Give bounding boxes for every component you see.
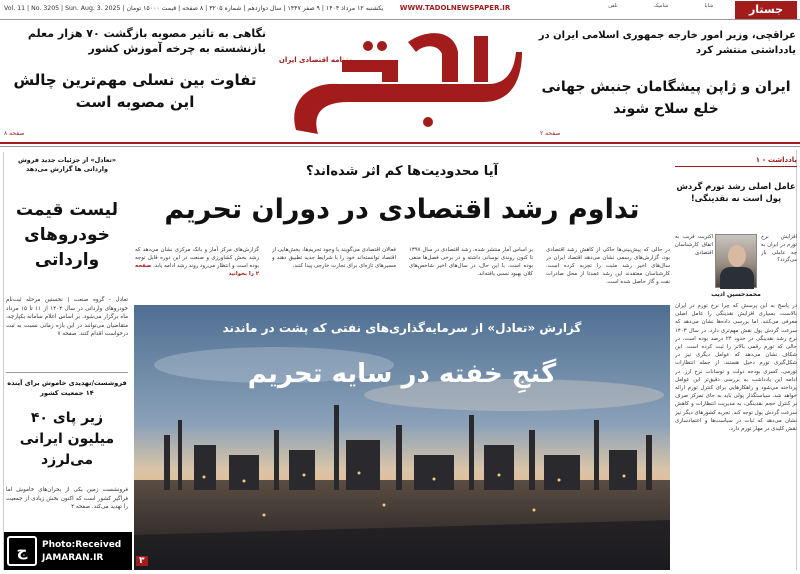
column-tag: یادداشت - ۱ <box>675 156 797 167</box>
author-photo <box>715 234 757 288</box>
story-headline: ایران و ژاپن پیشگامان جنبش جهانی خلع سلاح شوند <box>541 79 791 117</box>
body-text: گزارش‌های مرکز آمار و بانک مرکزی نشان می‌دهد که رشد بخش کشاورزی و صنعت در این دوره قابل توجه بوده است و انتظار می‌رود روند رشد ادامه یابد. <box>135 247 259 269</box>
masthead-logo <box>278 22 526 142</box>
code-label: شامیک <box>653 3 669 9</box>
page-ref: صفحه ۸ <box>4 130 25 137</box>
left-column <box>3 152 130 570</box>
watermark-text: Photo:Received <box>42 540 122 550</box>
story-kicker: «تعادل» از جزئیات جدید فروش وارداتی ها گزارش می‌دهد <box>17 156 116 173</box>
story-title: عراقچی، وزیر امور خارجه جمهوری اسلامی ایران در یادداشتی منتشر کرد <box>538 30 796 56</box>
story-headline: تفاوت بین نسلی مهم‌ترین چالش این مصوبه است <box>13 71 257 111</box>
body-column: در حالی که پیش‌بینی‌ها حاکی از کاهش رشد اقتصادی بود، گزارش‌های رسمی نشان می‌دهد اقتصاد ایران در سال‌های اخیر رشد مثبت را تجربه کرده است. کارشناسان معتقدند این رشد عمدتا از محل صادرات نفت و گاز حاصل شده است. <box>546 247 670 285</box>
divider <box>6 372 128 373</box>
story-headline[interactable]: زیر پای ۴۰ میلیون ایرانی می‌لرزد <box>19 410 115 468</box>
watermark-logo <box>4 532 132 570</box>
top-bar <box>0 0 800 20</box>
author-body <box>720 267 754 289</box>
refinery-image <box>134 305 670 570</box>
code-label: تلفن <box>608 3 618 9</box>
logo-mark <box>278 22 526 142</box>
column-intro: افزایش نرخ تورم در ایران به چه عاملی باز می‌گردد؟ <box>761 234 797 264</box>
left-header-story[interactable] <box>4 22 266 142</box>
story-body: فرونشست زمین یکی از بحران‌های خاموش اما فراگیر کشور است که اکنون بخش زیادی از جمعیت را تهدید می‌کند. صفحه ۴ <box>6 487 128 511</box>
body-column: بر اساس آمار منتشر شده، رشد اقتصادی در سال ۱۳۹۷ تا کنون روندی نوسانی داشته و در برخی فصل‌ها منفی بوده است. با این حال، در سال‌های اخیر شاخص‌های کلان بهبود نسبی یافته‌اند. <box>409 247 533 277</box>
story-body: تعادل - گروه صنعت | نخستین مرحله ثبت‌نام خودروهای وارداتی در سال ۱۴۰۴ از ۱۱ تا ۱۵ مرداد ماه برگزار می‌شود. بر اساس اعلام سامانه یکپارچه، متقاضیان می‌توانند در این بازه زمانی نسبت به ثبت درخواست اقدام کنند. صفحه ۷ <box>6 297 128 338</box>
right-header-story[interactable] <box>536 22 796 142</box>
divider <box>0 146 800 147</box>
author-head <box>728 245 746 267</box>
code-label: شاپا <box>704 3 714 9</box>
code-box <box>592 2 732 18</box>
refinery-photo[interactable] <box>134 305 670 570</box>
story-kicker: فروشست/تهدیدی خاموش برای آینده ۱۴ جمعیت کشور <box>7 379 127 397</box>
column-body: در پاسخ به این پرسش که چرا نرخ تورم در ایران بالاست، بسیاری افزایش نقدینگی را عامل اصلی معرفی می‌کنند. اما بررسی داده‌ها نشان می‌دهد که سرعت گردش پول نقش مهم‌تری دارد. در سال ۱۴۰۳ نرخ رشد نقدینگی در حدود ۲۴ درصد بوده است، در حالی که تورم رقمی بالاتر را ثبت کرده است. این شکاف نشان می‌دهد که عوامل دیگری نیز در شکل‌گیری تورم دخیل هستند. از جمله انتظارات تورمی، کسری بودجه دولت و نوسانات نرخ ارز. در ادامه این یادداشت به بررسی دقیق‌تر این عوامل پرداخته می‌شود و راهکارهایی برای کنترل تورم ارائه خواهد شد. سیاستگذار پولی باید به جای تمرکز صرف بر کنترل حجم نقدینگی، به مدیریت انتظارات و کاهش سرعت گردش پول توجه کند. تجربه کشورهای دیگر نیز نشان می‌دهد که ثبات در سیاست‌ها و اعتمادسازی نقش کلیدی در مهار تورم دارد. <box>675 303 797 433</box>
watermark-text: JAMARAN.IR <box>42 553 104 563</box>
watermark-mark: ج <box>7 536 37 566</box>
author-name: محمدحسین ادیب <box>711 291 761 298</box>
photo-kicker: گزارش «تعادل» از سرمایه‌گذاری‌های نفتی که پشت در ماندند <box>222 321 582 335</box>
logo-subtitle: روزنامه اقتصادی ایران <box>278 56 358 64</box>
body-column: فعالان اقتصادی می‌گویند با وجود تحریم‌ها، بخش‌هایی از اقتصاد توانسته‌اند خود را با شرایط جدید تطبیق دهند و مسیرهای تازه‌ای برای تجارت خارجی پیدا کنند. <box>272 247 396 269</box>
main-headline[interactable]: تداوم رشد اقتصادی در دوران تحریم <box>164 194 640 225</box>
page-ref: ۳ <box>136 556 148 566</box>
divider <box>0 142 800 144</box>
column-intro: اکثریت قریب به اتفاق کارشناسان اقتصادی <box>675 234 713 256</box>
more-link[interactable]: صفحه ۲ را بخوانید <box>135 263 259 277</box>
issue-line: یکشنبه ۱۲ مرداد ۱۴۰۴ | ۹ صفر ۱۴۴۷ | سال دوازدهم | شماره ۳۲۰۵ | ۸ صفحه | قیمت ۱۵۰۰۰ تومان | Vol. 11 | No. 3205 | Sun. Aug. 3. 2025 <box>4 5 384 12</box>
main-kicker: آیا محدودیت‌ها کم اثر شده‌اند؟ <box>305 164 499 179</box>
body-column <box>135 246 259 302</box>
right-column <box>675 150 797 570</box>
main-story <box>134 150 670 570</box>
column-headline[interactable]: عامل اصلی رشد تورم گردش پول است نه نقدینگی! <box>676 181 796 203</box>
section-badge: جستار <box>735 1 797 19</box>
photo-headline[interactable]: گنجِ خفته در سایه تحریم <box>247 359 557 389</box>
story-headline[interactable]: لیست قیمت خودروهای وارداتی <box>16 200 118 270</box>
page-ref: صفحه ۲ <box>540 130 561 137</box>
site-url[interactable]: WWW.TADOLNEWSPAPER.IR <box>399 4 511 12</box>
story-title: نگاهی به تاثیر مصوبه بازگشت ۷۰ هزار معلم بازنشسته به چرخه آموزش کشور <box>27 27 266 55</box>
main-body-columns <box>134 246 670 302</box>
